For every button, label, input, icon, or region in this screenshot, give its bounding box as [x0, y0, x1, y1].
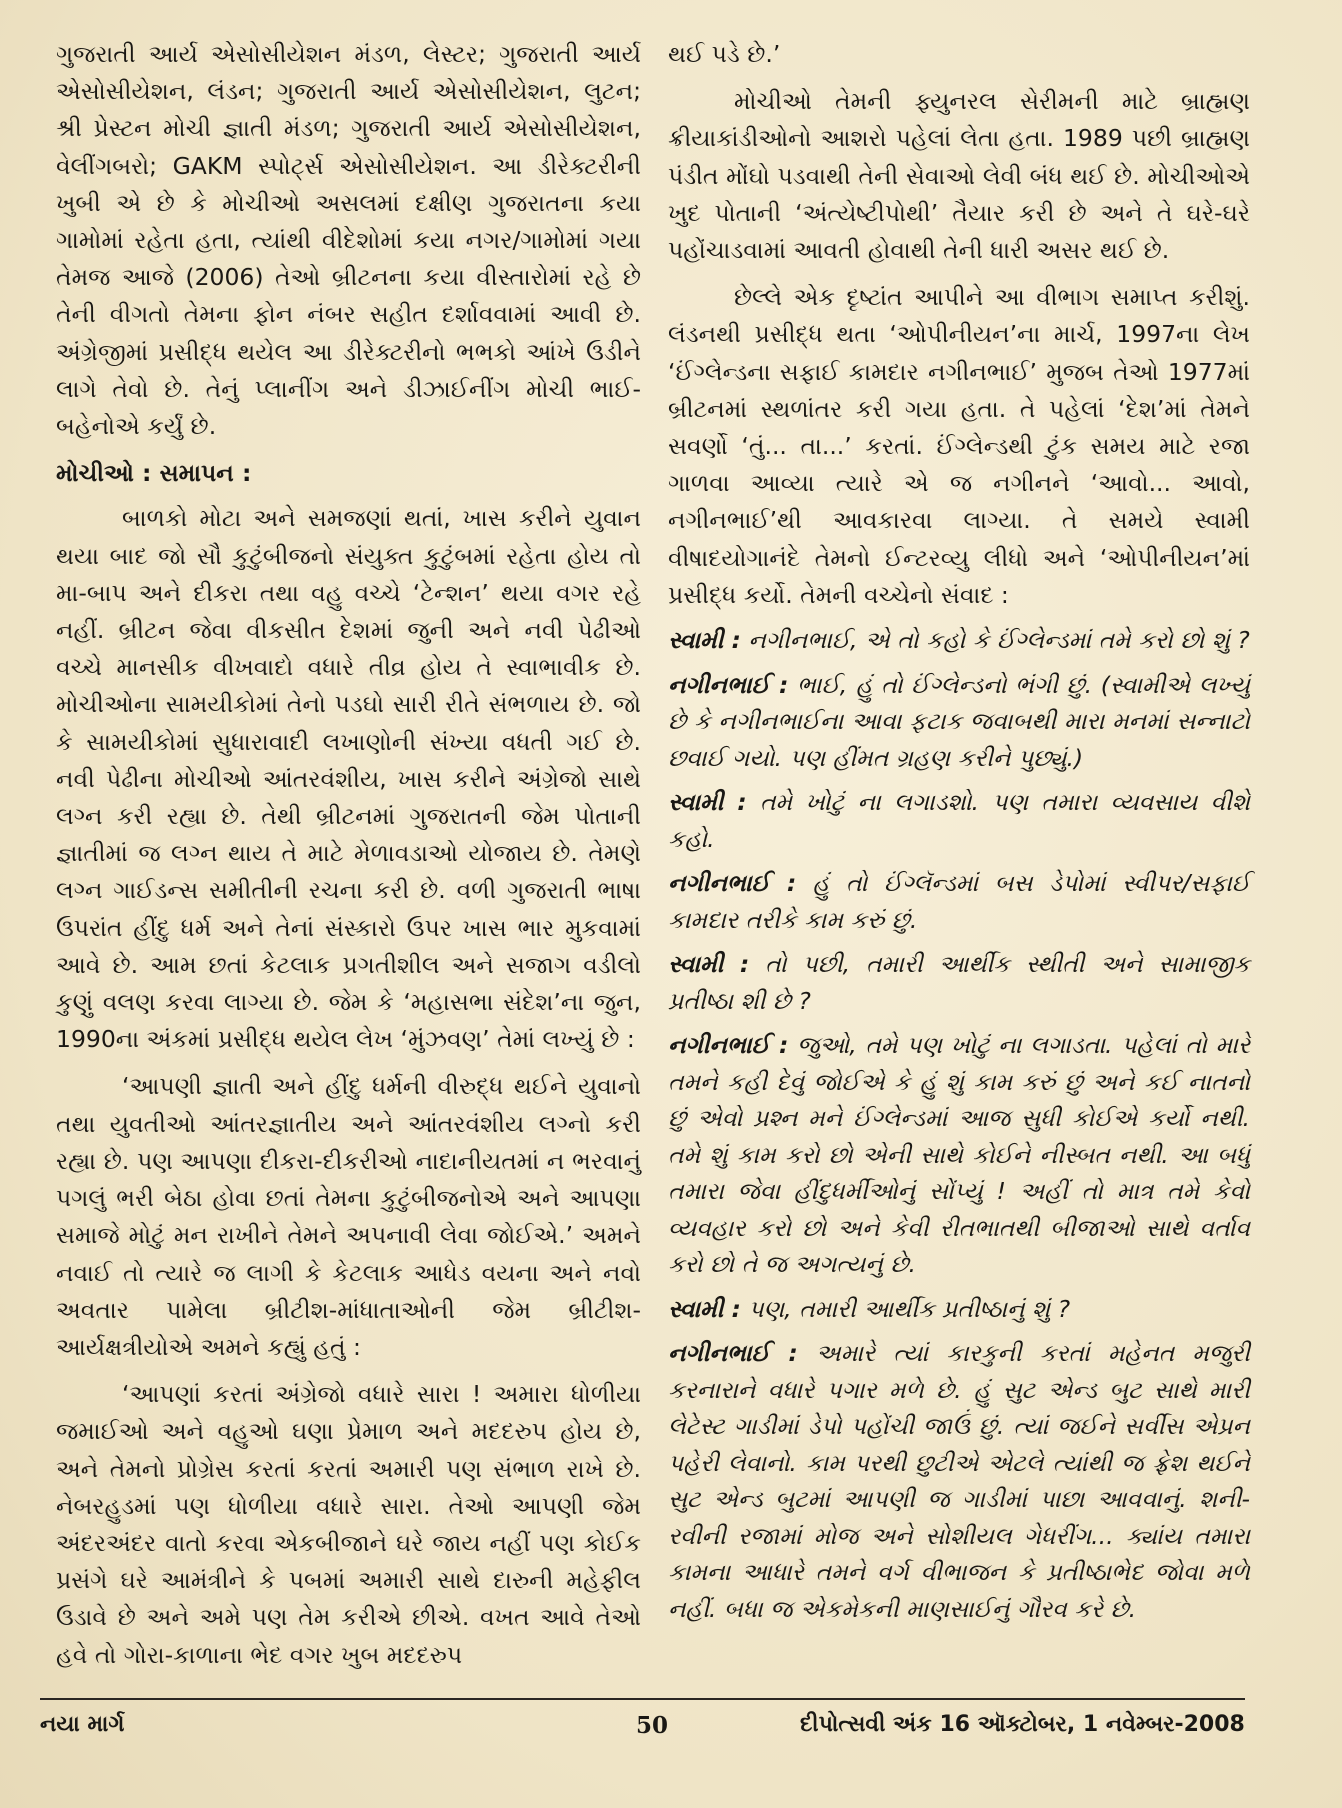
dialog-line	[668, 784, 1250, 857]
quote-paragraph: ‘આપણી જ્ઞાતી અને હીંદુ ધર્મની વીરુદ્ધ થઈને યુવાનો તથા યુવતીઓ આંતરજ્ઞાતીય અને આંતરવંશીય લગ્નો કરી રહ્યા છે. પણ આપણા દીકરા-દીકરીઓ નાદાનીયતમાં ન ભરવાનું પગલું ભરી બેઠા હોવા છતાં તેમના કુટુંબીજનોએ અને આપણા સમાજે મોટું મન રાખીને તેમને અપનાવી લેવા જોઈએ.’ અમને નવાઈ તો ત્યારે જ લાગી કે કેટલાક આધેડ વયના અને નવો અવતાર પામેલા બ્રીટીશ-માંધાતાઓની જેમ બ્રીટીશ-આર્યક્ષત્રીયોએ અમને કહ્યું હતું :	[56, 1072, 641, 1361]
footer-divider	[40, 1698, 1245, 1700]
dialog-text: અમારે ત્યાં કારકુની કરતાં મહેનત મજુરી કરનારાને વધારે પગાર મળે છે. હું સુટ એન્ડ બુટ સાથે મારી લેટેસ્ટ ગાડીમાં ડેપો પહોંચી જાઉં છું. ત્યાં જઈને સર્વીસ એપ્રન પહેરી લેવાનો. કામ પરથી છુટીએ એટલે ત્યાંથી જ ફ્રેશ થઈને સુટ એન્ડ બુટમાં આપણી જ ગાડીમાં પાછા આવવાનું. શની-રવીની રજામાં મોજ અને સોશીયલ ગેધરીંગ... ક્યાંય તમારા કામના આધારે તમને વર્ગ વીભાજન કે પ્રતીષ્ઠાભેદ જોવા મળે નહીં. બધા જ એકમેકની માણસાઈનું ગૌરવ કરે છે.	[668, 1339, 1251, 1623]
paragraph: ગુજરાતી આર્ય એસોસીયેશન મંડળ, લેસ્ટર; ગુજરાતી આર્ય એસોસીયેશન, લંડન; ગુજરાતી આર્ય એસોસીયેશન, લુટન; શ્રી પ્રેસ્ટન મોચી જ્ઞાતી મંડળ; ગુજરાતી આર્ય એસોસીયેશન, વેલીંગબરો; GAKM સ્પોર્ટ્સ એસોસીયેશન. આ ડીરેક્ટરીની ખુબી એ છે કે મોચીઓ અસલમાં દક્ષીણ ગુજરાતના કયા ગામોમાં રહેતા હતા, ત્યાંથી વીદેશોમાં કયા નગર/ગામોમાં ગયા તેમજ આજે (2006) તેઓ બ્રીટનના કયા વીસ્તારોમાં રહે છે તેની વીગતો તેમના ફોન નંબર સહીત દર્શાવવામાં આવી છે. અંગ્રેજીમાં પ્રસીદ્ધ થયેલ આ ડીરેક્ટરીનો ભભકો આંખે ઉડીને લાગે તેવો છે. તેનું પ્લાનીંગ અને ડીઝાઈનીંગ મોચી ભાઈ- બહેનોએ કર્યું છે.	[56, 40, 641, 441]
speaker-name: નગીનભાઈ :	[668, 1031, 789, 1060]
paragraph: છેલ્લે એક દૃષ્ટાંત આપીને આ વીભાગ સમાપ્ત કરીશું. લંડનથી પ્રસીદ્ધ થતા ‘ઓપીનીયન’ના માર્ચ, 1997ના લેખ ‘ઈંગ્લેન્ડના સફાઈ કામદાર નગીનભાઈ’ મુજબ તેઓ 1977માં બ્રીટનમાં સ્થળાંતર કરી ગયા હતા. તે પહેલાં ‘દેશ’માં તેમને સવર્ણો ‘તું... તા...’ કરતાં. ઈંગ્લેન્ડથી ટુંક સમય માટે રજા ગાળવા આવ્યા ત્યારે એ જ નગીનને ‘આવો... આવો, નગીનભાઈ’થી આવકારવા લાગ્યા. તે સમયે સ્વામી વીષાદયોગાનંદે તેમનો ઈન્ટરવ્યુ લીધો અને ‘ઓપીનીયન’માં પ્રસીદ્ધ કર્યો. તેમની વચ્ચેનો સંવાદ :	[668, 283, 1250, 609]
paragraph: થઈ પડે છે.’	[668, 40, 781, 68]
speaker-name: સ્વામી :	[668, 788, 747, 817]
quote-paragraph: ‘આપણાં કરતાં અંગ્રેજો વધારે સારા ! અમારા ધોળીયા જમાઈઓ અને વહુઓ ઘણા પ્રેમાળ અને મદદરુપ હોય છે, અને તેમનો પ્રોગ્રેસ કરતાં કરતાં અમારી પણ સંભાળ રાખે છે. નેબરહુડમાં પણ ધોળીયા વધારે સારા. તેઓ આપણી જેમ અંદરઅંદર વાતો કરવા એકબીજાને ઘરે જાય નહીં પણ કોઈક પ્રસંગે ઘરે આમંત્રીને કે પબમાં અમારી સાથે દારુની મહેફીલ ઉડાવે છે અને અમે પણ તેમ કરીએ છીએ. વખત આવે તેઓ હવે તો ગોરા-કાળાના ભેદ વગર ખુબ મદદરુપ	[56, 1380, 641, 1669]
speaker-name: સ્વામી :	[668, 950, 750, 979]
dialog-text: જુઓ, તમે પણ ખોટું ના લગાડતા. પહેલાં તો મારે તમને કહી દેવું જોઈએ કે હું શું કામ કરું છું અને કઈ નાતનો છું એવો પ્રશ્ન મને ઈંગ્લેન્ડમાં આજ સુધી કોઈએ કર્યો નથી. તમે શું કામ કરો છો એની સાથે કોઈને નીસ્બત નથી. આ બધું તમારા જેવા હીંદુધર્મીઓનું સોંપ્યું ! અહીં તો માત્ર તમે કેવો વ્યવહાર કરો છો અને કેવી રીતભાતથી બીજાઓ સાથે વર્તાવ કરો છો તે જ અગત્યનું છે.	[668, 1031, 1250, 1279]
dialog-text: તમે ખોટું ના લગાડશો. પણ તમારા વ્યવસાય વીશે કહો.	[668, 788, 1251, 853]
issue-info: દીપોત્સવી અંક 16 ઑક્ટોબર, 1 નવેમ્બર-2008	[800, 1712, 1245, 1737]
magazine-name: નયા માર્ગ	[40, 1712, 125, 1737]
speaker-name: નગીનભાઈ :	[668, 1339, 798, 1368]
dialog-line	[668, 865, 1250, 938]
interview-dialog	[668, 622, 1250, 1627]
right-column	[668, 36, 1250, 1635]
speaker-name: નગીનભાઈ :	[668, 670, 789, 699]
dialog-line	[668, 1027, 1250, 1283]
page-number: 50	[636, 1712, 669, 1739]
dialog-line	[668, 667, 1250, 777]
dialog-text: ભાઈ, હું તો ઈંગ્લેન્ડનો ભંગી છું. (સ્વામીએ લખ્યું છે કે નગીનભાઈના આવા ફટાક જવાબથી મારા મનમાં સન્નાટો છવાઈ ગયો. પણ હીંમત ગ્રહણ કરીને પુછ્યું.)	[668, 670, 1250, 772]
paragraph: મોચીઓ તેમની ફ્યુનરલ સેરીમની માટે બ્રાહ્મણ ક્રીયાકાંડીઓનો આશરો પહેલાં લેતા હતા. 1989 પછી બ્રાહ્મણ પંડીત મોંઘો પડવાથી તેની સેવાઓ લેવી બંધ થઈ છે. મોચીઓએ ખુદ પોતાની ‘અંત્યેષ્ટીપોથી’ તૈયાર કરી છે અને તે ઘરે-ઘરે પહોંચાડવામાં આવતી હોવાથી તેની ધારી અસર થઈ છે.	[668, 87, 1250, 265]
speaker-name: સ્વામી :	[668, 626, 741, 655]
dialog-text: નગીનભાઈ, એ તો કહો કે ઈંગ્લેન્ડમાં તમે કરો છો શું ?	[740, 626, 1250, 655]
dialog-line	[668, 946, 1250, 1019]
left-column	[56, 36, 641, 1674]
speaker-name: સ્વામી :	[668, 1294, 741, 1323]
dialog-line	[668, 1335, 1250, 1627]
speaker-name: નગીનભાઈ :	[668, 869, 797, 898]
dialog-line	[668, 1291, 1250, 1328]
dialog-text: હું તો ઈંગ્લૅન્ડમાં બસ ડેપોમાં સ્વીપર/સફાઈ કામદાર તરીકે કામ કરું છું.	[668, 869, 1250, 934]
paragraph: બાળકો મોટા અને સમજણાં થતાં, ખાસ કરીને યુવાન થયા બાદ જો સૌ કુટુંબીજનો સંયુક્ત કુટુંબમાં રહેતા હોય તો મા-બાપ અને દીકરા તથા વહુ વચ્ચે ‘ટેન્શન’ થયા વગર રહે નહીં. બ્રીટન જેવા વીકસીત દેશમાં જુની અને નવી પેઢીઓ વચ્ચે માનસીક વીખવાદો વધારે તીવ્ર હોય તે સ્વાભાવીક છે. મોચીઓના સામયીકોમાં તેનો પડઘો સારી રીતે સંભળાય છે. જો કે સામયીકોમાં સુધારાવાદી લખાણોની સંખ્યા વધતી ગઈ છે. નવી પેઢીના મોચીઓ આંતરવંશીય, ખાસ કરીને અંગ્રેજો સાથે લગ્ન કરી રહ્યા છે. તેથી બ્રીટનમાં ગુજરાતની જેમ પોતાની જ્ઞાતીમાં જ લગ્ન થાય તે માટે મેળાવડાઓ યોજાય છે. તેમણે લગ્ન ગાઈડન્સ સમીતીની રચના કરી છે. વળી ગુજરાતી ભાષા ઉપરાંત હીંદુ ધર્મ અને તેનાં સંસ્કારો ઉપર ખાસ ભાર મુકવામાં આવે છે. આમ છતાં કેટલાક પ્રગતીશીલ અને સજાગ વડીલો કુણું વલણ કરવા લાગ્યા છે. જેમ કે ‘મહાસભા સંદેશ’ના જુન, 1990ના અંકમાં પ્રસીદ્ધ થયેલ લેખ ‘મુંઝવણ’ તેમાં લખ્યું છે :	[56, 504, 641, 1054]
section-heading: મોચીઓ : સમાપન :	[56, 459, 252, 488]
dialog-text: પણ, તમારી આર્થીક પ્રતીષ્ઠાનું શું ?	[740, 1294, 1071, 1323]
dialog-text: તો પછી, તમારી આર્થીક સ્થીતી અને સામાજીક પ્રતીષ્ઠા શી છે ?	[668, 950, 1250, 1015]
dialog-line	[668, 622, 1250, 659]
